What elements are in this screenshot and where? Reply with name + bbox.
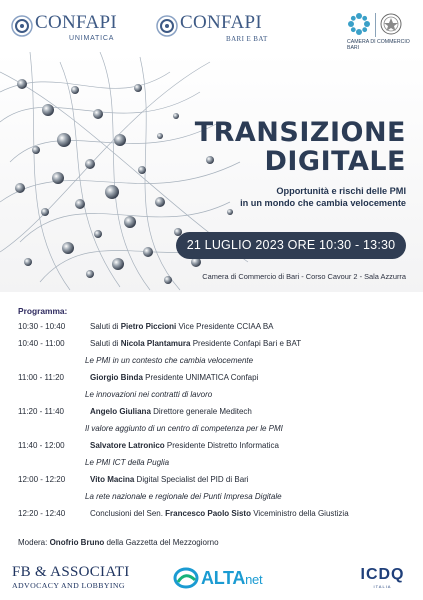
- program-row: [18, 407, 413, 419]
- confapi-mark-icon: [156, 15, 178, 37]
- row-post: Digital Specialist del PID di Bari: [134, 475, 249, 484]
- row-desc: [90, 509, 349, 518]
- row-time: 11:40 - 12:00: [18, 441, 65, 450]
- row-time: 12:00 - 12:20: [18, 475, 66, 484]
- title-line2: DIGITALE: [264, 146, 406, 177]
- chamber-flower-icon: [347, 12, 371, 36]
- speaker-name: Angelo Giuliana: [90, 407, 151, 416]
- header: [0, 6, 423, 51]
- row-time: 11:00 - 11:20: [18, 373, 64, 382]
- row-post: Presidente UNIMATICA Confapi: [142, 373, 259, 382]
- sponsor-footer: [0, 562, 423, 600]
- altanet-logo: [173, 566, 283, 590]
- speaker-name: Salvatore Latronico: [90, 441, 165, 450]
- camera-line2: BARI: [347, 45, 360, 51]
- logo2-sub: BARI E BAT: [226, 35, 268, 43]
- title-line1: TRANSIZIONE: [194, 117, 406, 148]
- hero-banner: [0, 52, 423, 292]
- row-pre: Saluti di: [90, 322, 121, 331]
- row-time: 11:20 - 11:40: [18, 407, 64, 416]
- logo1-sub: UNIMATICA: [69, 35, 115, 42]
- fb-sub-text: ADVOCACY AND LOBBYING: [12, 581, 125, 590]
- camera-line1: CAMERA DI COMMERCIO: [347, 39, 410, 45]
- row-post: Presidente Distretto Informatica: [164, 441, 279, 450]
- row-post: Presidente Confapi Bari e BAT: [190, 339, 302, 348]
- row-post: Viceministro della Giustizia: [250, 509, 349, 518]
- camera-commercio-logo: [344, 10, 416, 52]
- talk-title: La rete nazionale e regionale dei Punti Impresa Digitale: [85, 492, 282, 501]
- row-desc: [90, 441, 279, 450]
- moderator-line: [18, 538, 219, 547]
- program-heading: Programma:: [18, 306, 68, 316]
- row-pre: Conclusioni del Sen.: [90, 509, 166, 518]
- talk-title: Il valore aggiunto di un centro di competenza per le PMI: [85, 424, 283, 433]
- row-time: 10:40 - 11:00: [18, 339, 65, 348]
- event-venue: Camera di Commercio di Bari - Corso Cavour 2 - Sala Azzurra: [202, 272, 406, 281]
- logo2-brand: CONFAPI: [180, 12, 262, 33]
- program-row: [18, 373, 413, 385]
- program-row: [18, 509, 413, 521]
- row-pre: Saluti di: [90, 339, 121, 348]
- altanet-wordmark: [201, 568, 262, 589]
- row-post: Direttore generale Meditech: [150, 407, 252, 416]
- subtitle: [240, 185, 406, 209]
- row-desc: [90, 322, 274, 331]
- row-time: 12:20 - 12:40: [18, 509, 66, 518]
- subtitle-line1: Opportunità e rischi delle PMI: [276, 186, 406, 196]
- row-desc: [90, 407, 252, 416]
- republic-seal-icon: [380, 13, 402, 35]
- icdq-word: ICDQ: [360, 566, 405, 583]
- moderator-pre: Modera:: [18, 538, 50, 547]
- altanet-suffix: net: [245, 572, 263, 587]
- camera-text: [347, 39, 417, 51]
- confapi-mark-icon: [11, 15, 33, 37]
- program-section: [18, 306, 413, 526]
- fb-associati-logo: [12, 564, 142, 590]
- fb-main-text: FB & ASSOCIATI: [12, 564, 130, 580]
- event-date-badge: 21 LUGLIO 2023 ORE 10:30 - 13:30: [176, 232, 406, 259]
- talk-title: Le PMI in un contesto che cambia velocemente: [85, 356, 254, 365]
- altanet-word: ALTA: [201, 568, 246, 588]
- speaker-name: Vito Macina: [90, 475, 135, 484]
- program-row: [18, 339, 413, 351]
- program-row: [18, 322, 413, 334]
- altanet-ring-icon: [173, 566, 199, 590]
- talk-title: Le innovazioni nei contratti di lavoro: [85, 390, 213, 399]
- row-desc: [90, 475, 249, 484]
- icdq-sub: ITALIA: [373, 584, 392, 589]
- icdq-logo: [355, 566, 410, 594]
- speaker-name: Pietro Piccioni: [120, 322, 177, 331]
- row-desc: [90, 339, 301, 348]
- row-post: Vice Presidente CCIAA BA: [176, 322, 274, 331]
- speaker-name: Nicola Plantamura: [120, 339, 191, 348]
- row-time: 10:30 - 10:40: [18, 322, 66, 331]
- program-row: [18, 441, 413, 453]
- moderator-post: della Gazzetta del Mezzogiorno: [104, 538, 219, 547]
- row-desc: [90, 373, 258, 382]
- subtitle-line2: in un mondo che cambia velocemente: [240, 198, 406, 208]
- moderator-name: Onofrio Bruno: [49, 538, 105, 547]
- program-row: [18, 475, 413, 487]
- page-title: [195, 118, 406, 176]
- speaker-name: Giorgio Binda: [90, 373, 143, 382]
- speaker-name: Francesco Paolo Sisto: [165, 509, 251, 518]
- logo1-brand: CONFAPI: [35, 12, 117, 33]
- logo-separator: [375, 13, 376, 37]
- talk-title: Le PMI ICT della Puglia: [85, 458, 170, 467]
